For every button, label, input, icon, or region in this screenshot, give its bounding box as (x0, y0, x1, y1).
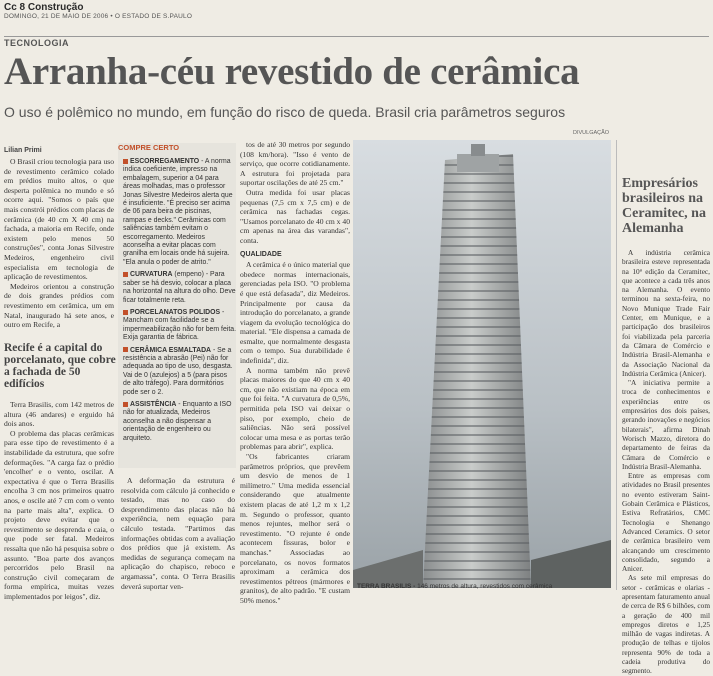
paragraph: As sete mil empresas do setor - cerâmicas e olarias - apresentam faturamento anual de cerca de R$ 6 bilhões, com a geração de 400 mil empregos diretos e 1,25 milhão de vagas indiretas. A produção de telhas e tijolos representa 90% de toda a cadeia produtiva do segmento. (622, 573, 710, 676)
paragraph: A deformação da estrutura é resolvida com cálculo já conhecido e testado, mas no caso do desprendimento das placas não há experiência, nem equação para cálculo testada. "Partimos das informações obtidas com a avaliação dos prédios que já existem. As medidas de segurança começam na aplicação do chapisco, reboco e argamassa", conta. O Terra Brasilis deverá suportar ven- (121, 476, 235, 591)
paragraph: O problema das placas cerâmicas para esse tipo de revestimento é a instabilidade da estrutura, que sofre deformações. "A carga faz o prédio 'encolher' e o vento, oscilar. A expectativa é que o Terra Brasilis encolha 3 cm nos primeiros quatro anos, e oscile até 7 cm com o vento na parte mais alta", explica. O projeto deve evitar que o revestimento se desprenda e caia, o que pode ser fatal. Medeiros ressalta que não há pesquisa sobre o assunto. "Boa parte dos avanços percorridos pelo Brasil na construção civil começaram de forma empírica, muitas vezes implementados por leigos", diz. (4, 428, 114, 601)
photo-credit: DIVULGAÇÃO (573, 130, 610, 136)
paragraph: A indústria cerâmica brasileira esteve representada na 10ª edição da Ceramitec, que acontece a cada três anos na Alemanha. O evento terminou na sexta-feira, no Novo Munique Trade Fair Center, em Munique, e a participação dos brasileiros foi viabilizada pela parceria da Câmara de Comércio e Indústria Brasil-Alemanha e da Associação Nacional da Indústria Cerâmica (Anicer). (622, 248, 710, 378)
date-line: DOMINGO, 21 DE MAIO DE 2006 • O ESTADO DE S.PAULO (4, 13, 193, 20)
column-3-bottom (121, 476, 235, 592)
caption-credit: TERRA BRASILIS - (357, 583, 416, 590)
page-label: Cc 8 Construção (4, 2, 84, 13)
bullet-icon (123, 310, 128, 315)
sidebar-text: - Enquanto a ISO não for atualizada, Medeiros aconselha a não dispensar a orientação de engenheiro ou arquiteto. (123, 400, 232, 442)
sidebar-item (123, 347, 236, 397)
side-article-body (622, 248, 710, 676)
paragraph: Medeiros orientou a construção de dois grandes prédios com revestimento em cerâmica, um em Natal, inaugurado há sete anos, e outro em Recife, a (4, 281, 114, 330)
headline: Arranha-céu revestido de cerâmica (4, 50, 580, 93)
subhead: O uso é polêmico no mundo, em função do risco de queda. Brasil cria parâmetros seguros (4, 104, 566, 120)
column-4 (240, 140, 350, 605)
bullet-icon (123, 347, 128, 352)
byline: Lilian Primi (4, 147, 42, 154)
divider (616, 140, 617, 590)
sidebar-text: - A norma indica coeficiente, impresso na embalagem, superior a 04 para áreas molhadas, mas o professor Jonas Silvestre Medeiros alerta que é insuficiente. "É preciso ser acima de 06 para beira de piscinas, rampas e decks." Cerâmicas com saliências também evitam o escorregamento. Medeiros aconselha a evitar placas com granilha em locais onde há sujeira. "Ela anula o poder de atrito." (123, 158, 233, 266)
side-headline: Empresários brasileiros na Ceramitec, na Alemanha (622, 176, 706, 236)
section-topic: TECNOLOGIA (4, 38, 69, 48)
photo-caption (357, 583, 552, 590)
sidebar-text: - Se a resistência a abrasão (Pei) não for adequada ao tipo de uso, desgasta. Vai de 0 (azulejos) a 5 (para pisos de alto tráfego). Para dormitórios pode ser o 2. (123, 346, 233, 396)
sidebar-item (123, 158, 236, 267)
paragraph: Outra medida foi usar placas pequenas (7,5 cm x 7,5 cm) e de cerâmica nas fachadas cegas. "Usamos porcelanato de 40 cm x 40 cm apenas na área das varandas", conta. (240, 187, 350, 245)
bullet-icon (123, 159, 128, 164)
column-1-top (4, 157, 114, 339)
divider (4, 36, 709, 37)
bullet-icon (123, 402, 128, 407)
sidebar-text: - Mancham com facilidade se a impermeabilização não for bem feita. Exija garantia de fábrica. (123, 308, 236, 342)
sidebar-item (123, 271, 236, 305)
sidebar-item (123, 401, 236, 443)
column-1-bottom (4, 400, 114, 601)
paragraph: "Os fabricantes criaram parâmetros próprios, que prevêem um desvio de menos de 1 milímetro." Uma medida essencial considerando que atualmente existem placas de até 1,2 m x 1,2 m. Segundo o professor, quanto menos rejuntes, melhor será o revestimento. "O rejunte é onde acontecem fissuras, bolor e manchas." Associadas ao porcelanato, os novos formatos aproximam a cerâmica dos revestimentos pétreos (mármores e granitos), de alto padrão. "E custam 50% menos." (240, 452, 350, 605)
paragraph: Terra Brasilis, com 142 metros de altura (46 andares) e erguido há dois anos. (4, 400, 114, 429)
masthead (4, 2, 192, 20)
building-photo (353, 140, 611, 588)
paragraph: A norma também não prevê placas maiores do que 40 cm x 40 cm, que não existiam na época em que foi feita. "A curvatura de 0,5%, permitida pela ISO vai deixar o piso, por exemplo, cheio de saliências. Não será possível colocar uma mesa e as portas terão problemas para abrir", explica. (240, 365, 350, 452)
paragraph: "A iniciativa permite a troca de conhecimentos e experiências entre os empresários dos dois países, gerando inovações e negócios bilaterais", afirma Dinah Worisch Mazzo, diretora do departamento de feiras da Câmara de Comércio e Indústria Brasil-Alemanha. (622, 378, 710, 471)
bullet-icon (123, 272, 128, 277)
sidebar-term: CERÂMICA ESMALTADA (130, 346, 212, 354)
sidebar-text: (empeno) - Para saber se há desvio, colocar a placa na horizontal na altura do olho. Deve ficar totalmente reta. (123, 271, 236, 304)
sidebar-term: ASSISTÊNCIA (130, 400, 177, 408)
sidebar-body (123, 158, 236, 463)
paragraph: O Brasil criou tecnologia para uso de revestimento cerâmico colado em prédios muito altos, o que desperta polêmica no mundo e só ocorre aqui. "Somos o país que mais constrói prédios com placas de cerâmica (de 40 cm X 40 cm) na fachada, a maioria em Recife, onde existem pelo menos 50 construções", conta Jonas Silvestre Medeiros, engenheiro civil especialista em tecnologia de aplicação de revestimentos. (4, 157, 114, 282)
paragraph: A cerâmica é o único material que obedece normas internacionais, gerenciadas pela ISO. "O problema é que está defasada", diz Medeiros. Principalmente por causa da introdução do porcelanato, a grande viagem da evolução tecnológica do material. "Ele dispensa a camada de esmalte, que normalmente desgasta com o tempo. Sua durabilidade é indefinida", diz. (240, 260, 350, 366)
section-label-quality: QUALIDADE (240, 250, 282, 258)
sidebar-title: COMPRE CERTO (118, 143, 180, 152)
sidebar-term: PORCELANATOS POLIDOS (130, 308, 221, 316)
sidebar-item (123, 309, 236, 343)
paragraph: tos de até 30 metros por segundo (108 km/hora). "Isso é vento de serviço, que ocorre cotidianamente. A estrutura foi projetada para suportar oscilações de até 25 cm." (240, 140, 350, 188)
sidebar-term: ESCORREGAMENTO (130, 158, 200, 165)
building-icon (353, 140, 611, 588)
caption-text: 146 metros de altura, revestidos com cerâmica (417, 583, 553, 590)
sidebar-term: CURVATURA (130, 271, 173, 279)
paragraph: Entre as empresas com atividades no Brasil presentes no evento estiveram Saint-Gobain Cerâmica e Plásticos, Estiva Refratários, CMC Tecnologia e Shenango Advanced Ceramics. O setor de cerâmica brasileiro vem alcançando um crescimento consolidado, segundo a Anicer. (622, 471, 710, 574)
sub-headline: Recife é a capital do porcelanato, que cobre a fachada de 50 edifícios (4, 342, 116, 390)
